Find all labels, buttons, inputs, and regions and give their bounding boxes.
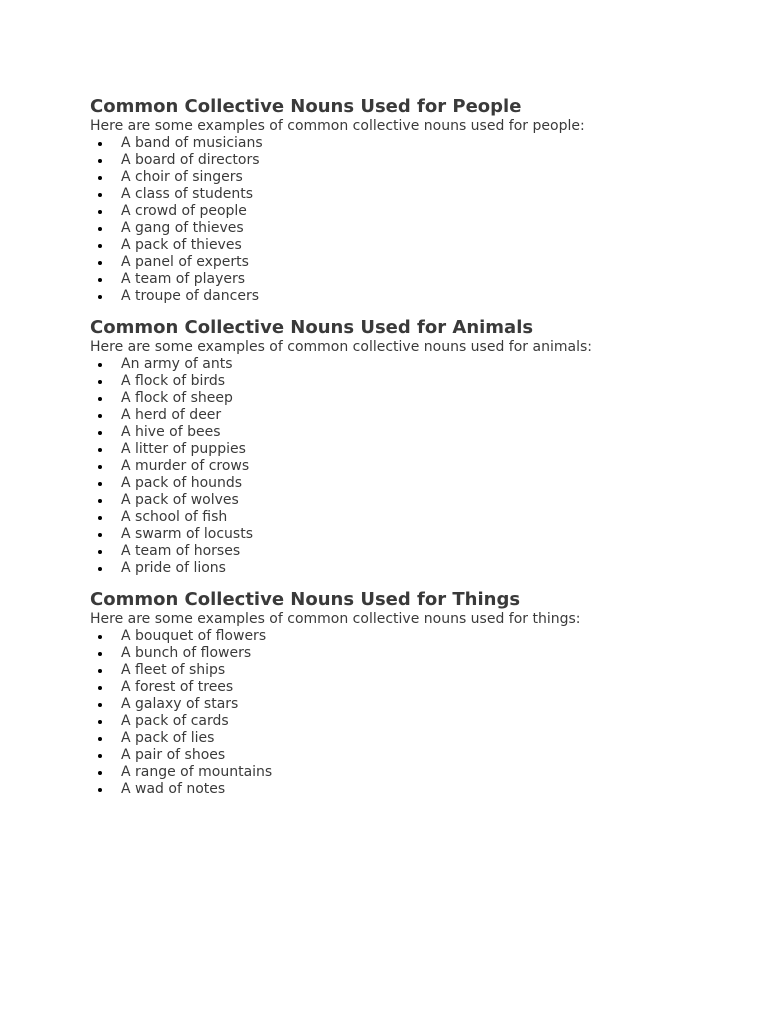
list-item-text: A school of fish: [121, 509, 228, 525]
list-item: [90, 186, 710, 203]
list-item: [90, 203, 710, 220]
list-item: [90, 713, 710, 730]
list-item: [90, 526, 710, 543]
bullet-icon: [98, 533, 102, 537]
bullet-icon: [98, 295, 102, 299]
section-animals: [90, 317, 710, 577]
bullet-list: [90, 628, 710, 798]
list-item: [90, 220, 710, 237]
section-intro: Here are some examples of common collective nouns used for people:: [90, 118, 585, 134]
list-item: [90, 645, 710, 662]
list-item-text: A troupe of dancers: [121, 288, 259, 304]
section-title: Common Collective Nouns Used for Animals: [90, 317, 534, 338]
bullet-icon: [98, 244, 102, 248]
bullet-icon: [98, 652, 102, 656]
list-item: [90, 424, 710, 441]
list-item-text: A pack of thieves: [121, 237, 242, 253]
bullet-icon: [98, 278, 102, 282]
bullet-icon: [98, 448, 102, 452]
list-item: [90, 560, 710, 577]
bullet-icon: [98, 635, 102, 639]
list-item: [90, 679, 710, 696]
list-item: [90, 492, 710, 509]
list-item-text: A herd of deer: [121, 407, 222, 423]
list-item: [90, 373, 710, 390]
bullet-icon: [98, 669, 102, 673]
bullet-icon: [98, 720, 102, 724]
list-item-text: A class of students: [121, 186, 253, 202]
list-item: [90, 288, 710, 305]
bullet-icon: [98, 754, 102, 758]
list-item: [90, 781, 710, 798]
list-item-text: A gang of thieves: [121, 220, 244, 236]
list-item: [90, 475, 710, 492]
list-item-text: A range of mountains: [121, 764, 273, 780]
section-title: Common Collective Nouns Used for Things: [90, 589, 521, 610]
list-item: [90, 271, 710, 288]
bullet-icon: [98, 414, 102, 418]
list-item: [90, 696, 710, 713]
document-page: [90, 96, 710, 810]
list-item-text: A pride of lions: [121, 560, 226, 576]
list-item-text: A bouquet of flowers: [121, 628, 267, 644]
list-item-text: A team of horses: [121, 543, 241, 559]
list-item-text: A pack of cards: [121, 713, 229, 729]
list-item-text: A murder of crows: [121, 458, 250, 474]
list-item: [90, 764, 710, 781]
section-intro: Here are some examples of common collective nouns used for animals:: [90, 339, 592, 355]
list-item: [90, 152, 710, 169]
bullet-list: [90, 356, 710, 577]
bullet-icon: [98, 567, 102, 571]
bullet-icon: [98, 193, 102, 197]
list-item: [90, 169, 710, 186]
bullet-icon: [98, 465, 102, 469]
list-item-text: A choir of singers: [121, 169, 243, 185]
list-item-text: A band of musicians: [121, 135, 263, 151]
list-item-text: A board of directors: [121, 152, 260, 168]
bullet-icon: [98, 380, 102, 384]
bullet-icon: [98, 363, 102, 367]
bullet-icon: [98, 482, 102, 486]
bullet-icon: [98, 499, 102, 503]
list-item: [90, 730, 710, 747]
list-item-text: A pack of hounds: [121, 475, 243, 491]
list-item-text: A pair of shoes: [121, 747, 226, 763]
list-item-text: A litter of puppies: [121, 441, 246, 457]
bullet-icon: [98, 210, 102, 214]
list-item-text: A flock of sheep: [121, 390, 233, 406]
list-item: [90, 747, 710, 764]
bullet-icon: [98, 397, 102, 401]
section-things: [90, 589, 710, 798]
bullet-icon: [98, 771, 102, 775]
list-item: [90, 407, 710, 424]
list-item-text: A fleet of ships: [121, 662, 226, 678]
bullet-icon: [98, 176, 102, 180]
list-item: [90, 662, 710, 679]
list-item-text: A forest of trees: [121, 679, 234, 695]
bullet-icon: [98, 227, 102, 231]
section-intro: Here are some examples of common collective nouns used for things:: [90, 611, 581, 627]
list-item-text: A team of players: [121, 271, 246, 287]
list-item-text: An army of ants: [121, 356, 233, 372]
list-item-text: A pack of lies: [121, 730, 215, 746]
list-item-text: A swarm of locusts: [121, 526, 253, 542]
list-item: [90, 628, 710, 645]
bullet-icon: [98, 431, 102, 435]
list-item-text: A crowd of people: [121, 203, 247, 219]
list-item-text: A pack of wolves: [121, 492, 239, 508]
list-item: [90, 390, 710, 407]
list-item: [90, 254, 710, 271]
list-item-text: A panel of experts: [121, 254, 249, 270]
list-item: [90, 135, 710, 152]
list-item: [90, 356, 710, 373]
bullet-icon: [98, 788, 102, 792]
bullet-icon: [98, 516, 102, 520]
list-item-text: A flock of birds: [121, 373, 226, 389]
list-item-text: A bunch of flowers: [121, 645, 252, 661]
bullet-icon: [98, 159, 102, 163]
bullet-icon: [98, 737, 102, 741]
list-item-text: A wad of notes: [121, 781, 226, 797]
list-item: [90, 543, 710, 560]
list-item-text: A galaxy of stars: [121, 696, 239, 712]
bullet-icon: [98, 261, 102, 265]
bullet-icon: [98, 142, 102, 146]
bullet-list: [90, 135, 710, 305]
list-item: [90, 237, 710, 254]
bullet-icon: [98, 703, 102, 707]
section-title: Common Collective Nouns Used for People: [90, 96, 522, 117]
bullet-icon: [98, 686, 102, 690]
list-item: [90, 441, 710, 458]
list-item: [90, 458, 710, 475]
list-item: [90, 509, 710, 526]
list-item-text: A hive of bees: [121, 424, 221, 440]
section-people: [90, 96, 710, 305]
bullet-icon: [98, 550, 102, 554]
